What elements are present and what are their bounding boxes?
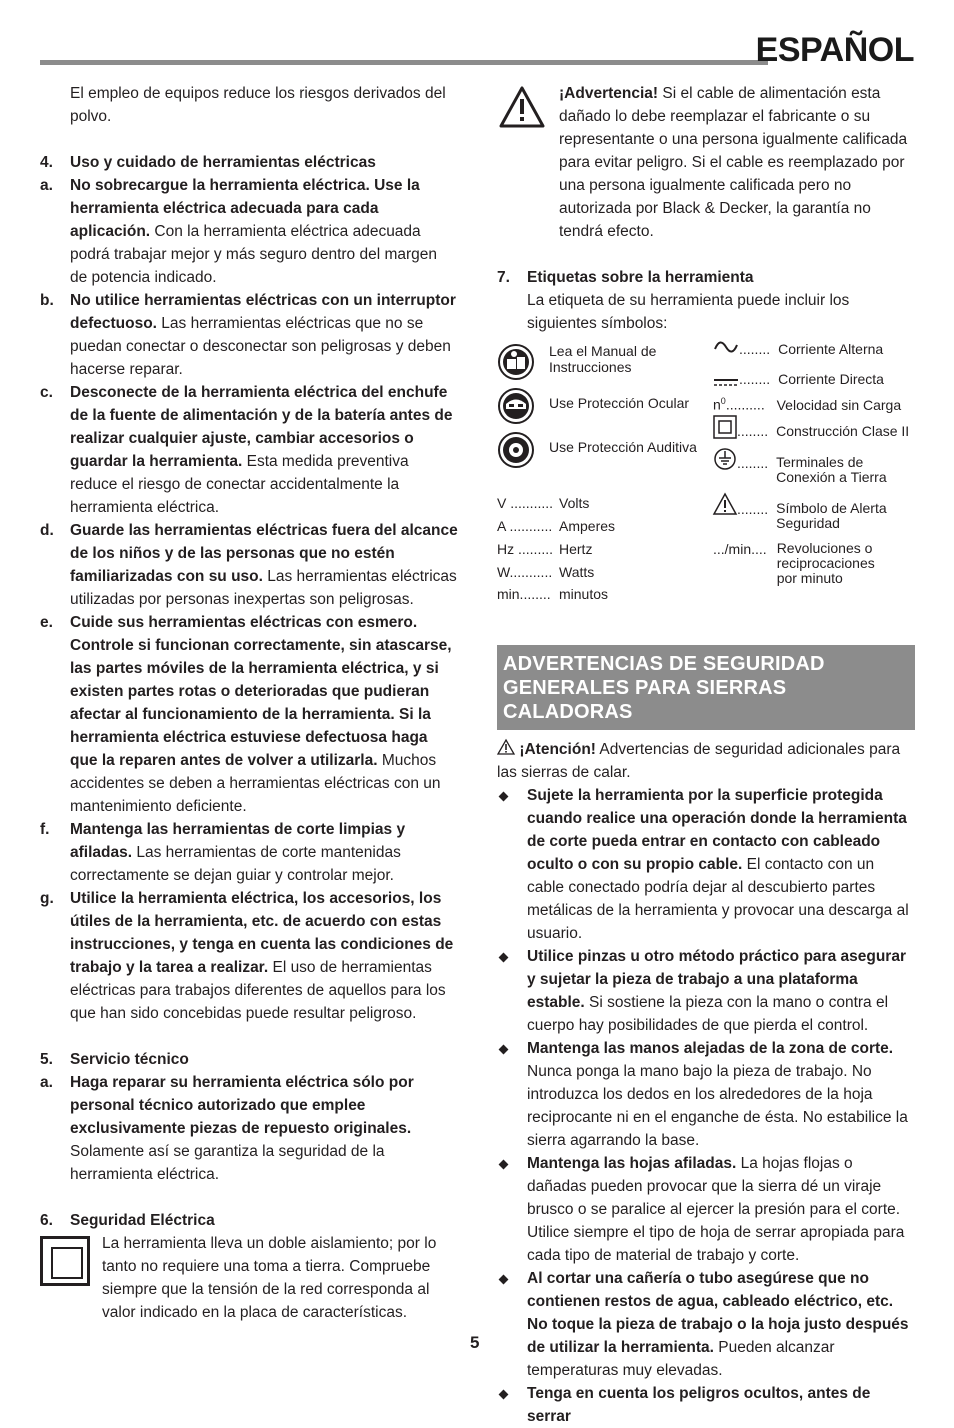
symbol-safety-alert: ........ Símbolo de Alerta Seguridad <box>713 493 896 531</box>
intro-paragraph: El empleo de equipos reduce los riesgos derivados del polvo. <box>70 85 446 125</box>
section-5-heading <box>40 1048 458 1071</box>
unit-watts: W........... Watts <box>497 564 595 580</box>
item-letter: b. <box>40 292 54 309</box>
page-language-title: ESPAÑOL <box>755 31 914 69</box>
item-text: No utilice herramientas eléctricas con un interruptor defectuoso. Las herramientas eléctricas que no se puedan conectar o desconectar son peligrosas y deben hacerse reparar. <box>70 292 456 378</box>
double-insulation-block <box>40 1232 458 1324</box>
section-title: Uso y cuidado de herramientas eléctricas <box>70 154 376 171</box>
item-letter: c. <box>40 384 53 401</box>
left-column <box>40 82 458 1324</box>
class-ii-icon <box>713 415 737 439</box>
section-title: Etiquetas sobre la herramienta <box>527 269 754 286</box>
section-4-heading <box>40 151 458 174</box>
item-text: Desconecte de la herramienta eléctrica del enchufe de la fuente de alimentación y de la batería antes de realizar cualquier ajuste, cambiar accesorios o guardar la herramienta. Esta medida preventiva reduce el riesgo de conectar accidentalmente la herramienta eléctrica. <box>70 384 453 516</box>
banner-title-line-1: ADVERTENCIAS DE SEGURIDAD <box>503 653 825 675</box>
unit-volts: V ........... Volts <box>497 495 590 511</box>
ear-protection-icon <box>497 431 535 469</box>
section-4-items <box>40 174 458 1025</box>
ac-icon <box>713 337 739 357</box>
banner-title-line-2: GENERALES PARA SIERRAS CALADORAS <box>503 677 787 723</box>
symbol-revolutions: .../min.... Revoluciones o reciprocaciones por minuto <box>713 540 875 586</box>
cable-warning-text: ¡Advertencia! Si el cable de alimentación esta dañado lo debe reemplazar el fabricante o su representante o una persona igualmente calificada para evitar peligro. Si el cable es reemplazado por una persona igualmente calificada pero no autorizada por Black & Decker, la garantía no tendrá efecto. <box>559 85 908 240</box>
diamond-bullet-icon <box>499 953 509 963</box>
section-number: 7. <box>497 269 510 286</box>
symbol-label: Use Protección Auditiva <box>549 439 697 455</box>
symbol-earth-terminal: ........ Terminales de Conexión a Tierra <box>713 447 918 485</box>
list-item <box>40 887 458 1025</box>
warning-bullet: Tenga en cuenta los peligros ocultos, antes de serrar <box>497 1382 915 1428</box>
section-5-items <box>40 1071 458 1186</box>
section-title: Seguridad Eléctrica <box>70 1212 215 1229</box>
item-text: Utilice la herramienta eléctrica, los accesorios, los útiles de la herramienta, etc. de acuerdo con estas instrucciones, y tenga en cuenta las condiciones de trabajo y la tarea a realizar. El uso de herramientas eléctricas para trabajos diferentes de aquellos para los que han sido concebidas puede resultar peligroso. <box>70 890 454 1022</box>
item-text: Guarde las herramientas eléctricas fuera del alcance de los niños y de las personas que no estén familiarizadas con su uso. Las herramientas eléctricas utilizadas por personas inexpertas son peligrosas. <box>70 522 458 608</box>
right-column <box>497 82 915 1428</box>
symbols-table <box>497 343 915 615</box>
double-insulation-text: La herramienta lleva un doble aislamiento; por lo tanto no requiere una toma a tierra. Compruebe siempre que la tensión de la red corresponda al valor indicado en la placa de características. <box>102 1235 437 1321</box>
item-text: Haga reparar su herramienta eléctrica sólo por personal técnico autorizado que emplee exclusivamente piezas de repuesto originales. Solamente así se garantiza la seguridad de la herramienta eléctrica. <box>70 1074 414 1183</box>
diamond-bullet-icon <box>499 792 509 802</box>
list-item <box>40 818 458 887</box>
symbol-eye-protection <box>497 387 689 425</box>
diamond-bullet-icon <box>499 1275 509 1285</box>
section-title: Servicio técnico <box>70 1051 189 1068</box>
symbol-manual <box>497 343 661 381</box>
header-rule <box>40 60 768 65</box>
item-letter: f. <box>40 821 50 838</box>
unit-minutes: min........ minutos <box>497 586 609 602</box>
dc-icon <box>713 377 739 387</box>
warning-triangle-icon <box>499 86 545 128</box>
manual-icon <box>497 343 535 381</box>
list-item <box>40 381 458 519</box>
item-letter: g. <box>40 890 54 907</box>
list-item <box>40 289 458 381</box>
small-warning-icon <box>497 739 515 755</box>
symbol-label: Lea el Manual de Instrucciones <box>549 343 657 375</box>
attention-paragraph: ¡Atención! Advertencias de seguridad adicionales para las sierras de calar. <box>497 741 901 781</box>
unit-amperes: A ........... Amperes <box>497 518 616 534</box>
item-text: Cuide sus herramientas eléctricas con esmero. Controle si funcionan correctamente, sin atascarse, las partes móviles de la herramienta eléctrica, y si existen partes rotas o deterioradas que pudieran afectar al funcionamiento de la herramienta. Si la herramienta eléctrica estuviese defectuosa haga que la reparen antes de volver a utilizarla. Muchos accidentes se deben a herramientas eléctricas con un mantenimiento deficiente. <box>70 614 452 815</box>
diamond-bullet-icon <box>499 1390 509 1400</box>
warning-bullet: Sujete la herramienta por la superficie protegida cuando realice una operación donde la herramienta de corte pueda entrar en contacto con cableado oculto o con su propio cable. El contacto con un cable conectado podría dejar al descubierto partes metálicas de la herramienta y provocar una descarga al usuario. <box>497 784 915 945</box>
cable-warning-block <box>497 82 915 243</box>
item-text: Mantenga las herramientas de corte limpias y afiladas. Las herramientas de corte mantenidas correctamente se dejan guiar y controlar mejor. <box>70 821 406 884</box>
unit-hertz: Hz ......... Hertz <box>497 541 593 557</box>
jigsaw-safety-section-banner <box>497 645 915 730</box>
class-ii-double-square-icon <box>40 1236 90 1286</box>
list-item <box>40 174 458 289</box>
symbol-ac: ........ Corriente Alterna <box>713 337 883 357</box>
safety-alert-icon <box>713 493 737 515</box>
eye-protection-icon <box>497 387 535 425</box>
symbol-dc: ........ Corriente Directa <box>713 371 884 387</box>
earth-terminal-icon <box>713 447 737 471</box>
list-item <box>40 1071 458 1186</box>
section-7-heading <box>497 266 915 289</box>
warning-bullet: Mantenga las hojas afiladas. La hojas flojas o dañadas pueden provocar que la sierra dé un viraje brusco o se paralice al ejercer la presión para el corte. Utilice siempre el tipo de hoja de serrar apropiada para cada tipo de material de trabajo y corte. <box>497 1152 915 1267</box>
symbol-label: Use Protección Ocular <box>549 395 690 411</box>
item-letter: d. <box>40 522 54 539</box>
section-number: 6. <box>40 1212 53 1229</box>
item-letter: e. <box>40 614 53 631</box>
item-letter: a. <box>40 1074 53 1091</box>
symbol-class-ii: ........ Construcción Clase II <box>713 415 909 439</box>
list-item <box>40 611 458 818</box>
diamond-bullet-icon <box>499 1045 509 1055</box>
warning-bullet: Mantenga las manos alejadas de la zona de corte. Nunca ponga la mano bajo la pieza de trabajo. No introduzca los dedos en los alrededores de la hoja reciprocante ni en el enganche de ésta. No estabilice la sierra agarrando la base. <box>497 1037 915 1152</box>
section-6-heading <box>40 1209 458 1232</box>
symbol-no-load-speed: $n^0$.......... Velocidad sin Carga <box>713 396 902 413</box>
diamond-bullet-icon <box>499 1160 509 1170</box>
page-number: 5 <box>470 1333 480 1352</box>
jigsaw-warnings-list <box>497 784 915 1428</box>
item-letter: a. <box>40 177 53 194</box>
list-item <box>40 519 458 611</box>
warning-bullet: Utilice pinzas u otro método práctico para asegurar y sujetar la pieza de trabajo a una plataforma estable. Si sostiene la pieza con la mano o contra el cuerpo hay posibilidades de que pierda el control. <box>497 945 915 1037</box>
section-7-text: La etiqueta de su herramienta puede incluir los siguientes símbolos: <box>527 292 850 332</box>
symbol-ear-protection <box>497 431 697 469</box>
item-text: No sobrecargue la herramienta eléctrica. Use la herramienta eléctrica adecuada para cada aplicación. Con la herramienta eléctrica adecuada podrá trabajar mejor y más seguro dentro del margen de potencia indicado. <box>70 177 438 286</box>
section-number: 4. <box>40 154 53 171</box>
section-number: 5. <box>40 1051 53 1068</box>
warning-bullet: Al cortar una cañería o tubo asegúrese que no contienen restos de agua, cableado eléctrico, etc. No toque la pieza de trabajo o la hoja justo después de utilizar la herramienta. Pueden alcanzar temperaturas muy elevadas. <box>497 1267 915 1382</box>
